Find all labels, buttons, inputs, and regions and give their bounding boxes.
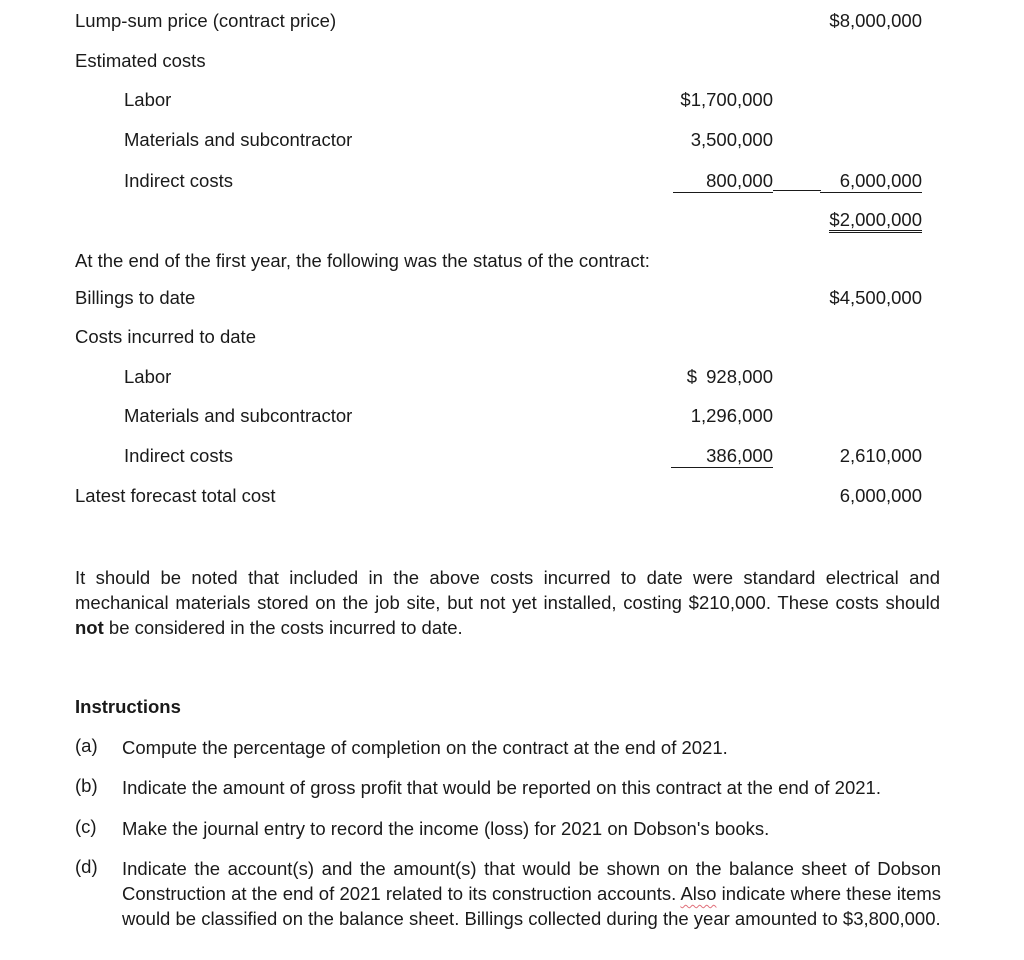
instruction-text: Compute the percentage of completion on the contract at the end of 2021. [122,737,728,758]
inc-materials-value: 1,296,000 [690,405,773,426]
instruction-item [75,775,941,800]
spellcheck-word: Also [680,883,717,904]
inc-indirect-value [671,445,773,468]
est-materials-label: Materials and subcontractor [124,129,353,150]
instruction-text-b: indicate where these items would be classified on the balance sheet. Billings collected during the year amounted to $3,800,000. [122,883,941,929]
instruction-label: (a) [75,735,98,756]
instruction-text: Make the journal entry to record the income (loss) for 2021 on Dobson's books. [122,818,770,839]
total-incurred-value: 2,610,000 [839,445,922,466]
note-paragraph [75,565,940,640]
billings-value: $4,500,000 [829,287,922,308]
instruction-label: (d) [75,856,98,877]
instruction-text [122,856,941,931]
lump-sum-value: $8,000,000 [829,10,922,31]
estimated-costs-label: Estimated costs [75,50,206,71]
inc-indirect-value-text: 386,000 [671,445,773,468]
instruction-item [75,735,941,760]
estimated-gross-profit [829,209,922,233]
lump-sum-label: Lump-sum price (contract price) [75,10,337,31]
instruction-label: (c) [75,816,97,837]
billings-label: Billings to date [75,287,196,308]
note-part1: It should be noted that included in the above costs incurred to date were standard electrical and mechanical materials stored on the job site, but not yet installed, costing $210,000. These costs should [75,567,940,613]
inc-labor-label: Labor [124,366,172,387]
costs-incurred-label: Costs incurred to date [75,326,256,347]
connector-rule [773,190,821,191]
instruction-label: (b) [75,775,98,796]
instruction-text: Indicate the amount of gross profit that would be reported on this contract at the end of 2021. [122,777,881,798]
total-estimated-costs-text: 6,000,000 [820,170,922,193]
note-part2: be considered in the costs incurred to date. [103,617,463,638]
est-indirect-label: Indirect costs [124,170,233,191]
forecast-label: Latest forecast total cost [75,485,276,506]
est-indirect-value-text: 800,000 [673,170,773,193]
est-labor-label: Labor [124,89,172,110]
instructions-heading: Instructions [75,696,181,717]
total-estimated-costs [820,170,922,193]
instruction-item [75,816,941,841]
instruction-item [75,856,941,956]
inc-labor-value: $ 928,000 [686,366,773,387]
forecast-value: 6,000,000 [839,485,922,506]
note-bold: not [75,617,104,638]
inc-indirect-label: Indirect costs [124,445,233,466]
instruction-text-a: Indicate the account(s) and the amount(s) that would be shown on the balance sheet of Dobson Construction at the end of 2021 related to its construction accounts. [122,858,941,904]
estimated-gross-profit-text: $2,000,000 [829,210,922,233]
est-indirect-value [673,170,773,193]
est-materials-value: 3,500,000 [690,129,773,150]
inc-materials-label: Materials and subcontractor [124,405,353,426]
est-labor-value: $1,700,000 [680,89,773,110]
status-intro: At the end of the first year, the following was the status of the contract: [75,250,650,271]
